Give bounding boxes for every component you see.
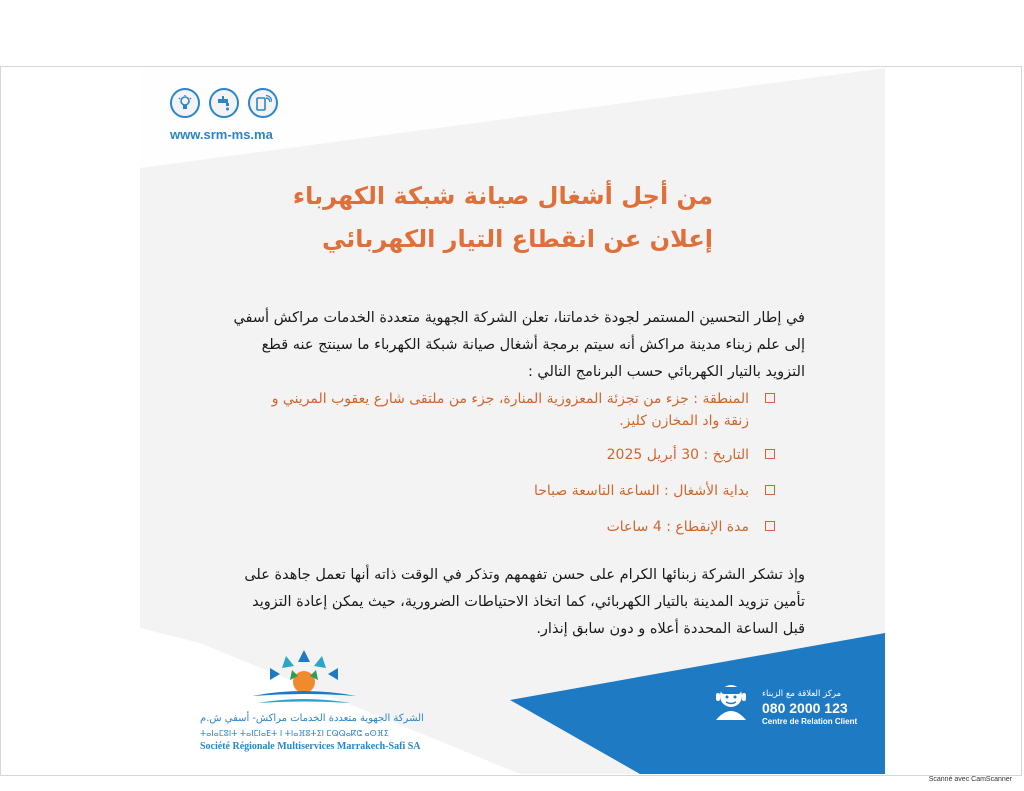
checkbox-bullet-icon xyxy=(765,521,775,531)
closing-paragraph xyxy=(165,562,805,643)
intro-line: إلى علم زبناء مدينة مراكش أنه سيتم برمجة أشغال صيانة شبكة الكهرباء ما سينتج عنه قطع xyxy=(261,337,805,353)
closing-line: وإذ تشكر الشركة زبنائها الكرام على حسن تفهمهم وتذكر في الوقت ذاته أنها تعمل جاهدة على xyxy=(244,567,805,583)
schedule-item-duration xyxy=(215,516,775,538)
closing-line: قبل الساعة المحددة أعلاه و دون سابق إنذار. xyxy=(536,621,805,637)
schedule-item-zone xyxy=(215,388,775,432)
schedule-item-start xyxy=(215,480,775,502)
checkbox-bullet-icon xyxy=(765,393,775,403)
checkbox-bullet-icon xyxy=(765,449,775,459)
phone-signal-icon xyxy=(248,88,278,118)
electricity-icon xyxy=(170,88,200,118)
company-name-tifinagh: ⵜⴰⵏⴰⵎⵓⵏⵜ ⵜⴰⵏⵎⵏⴰⴹⵜ ⵏ ⵜⵏⴰⴼⵓⵜⵉⵏ ⵎⵕⵕⴰⴽⵛ ⴰⵙⴼⵉ xyxy=(200,729,389,738)
srm-logo-icon xyxy=(248,648,360,710)
duration-text: مدة الإنقطاع : 4 ساعات xyxy=(606,519,749,535)
zone-text: زنقة واد المخازن كليز. xyxy=(619,413,749,429)
date-text: التاريخ : 30 أبريل 2025 xyxy=(606,447,749,463)
intro-line: في إطار التحسين المستمر لجودة خدماتنا، تعلن الشركة الجهوية متعددة الخدمات مراكش أسفي xyxy=(233,310,805,326)
website-link[interactable]: www.srm-ms.ma xyxy=(170,127,273,142)
announcement-card xyxy=(140,68,885,774)
service-icons xyxy=(170,88,278,118)
water-tap-icon xyxy=(209,88,239,118)
contact-phone-number[interactable]: 080 2000 123 xyxy=(762,700,848,716)
schedule-item-date xyxy=(215,444,775,466)
intro-line: التزويد بالتيار الكهربائي حسب البرنامج التالي : xyxy=(527,364,805,380)
company-name-arabic: الشركة الجهوية متعددة الخدمات مراكش- أسفي ش.م xyxy=(200,713,424,724)
closing-line: تأمين تزويد المدينة بالتيار الكهربائي، كما اتخاذ الاحتياطات الضرورية، حيث يمكن إعادة التزويد xyxy=(252,594,805,610)
announcement-subtitle: إعلان عن انقطاع التيار الكهربائي xyxy=(322,225,713,253)
announcement-title: من أجل أشغال صيانة شبكة الكهرباء xyxy=(292,182,713,210)
outage-schedule-list xyxy=(215,388,775,538)
checkbox-bullet-icon xyxy=(765,485,775,495)
start-text: بداية الأشغال : الساعة التاسعة صباحا xyxy=(533,483,749,499)
company-name-french: Société Régionale Multiservices Marrakech-Safi SA xyxy=(200,741,421,752)
contact-center-label-arabic: مركز العلاقة مع الزبناء xyxy=(762,689,842,699)
scanner-watermark: Scanné avec CamScanner xyxy=(928,776,1012,783)
zone-text: المنطقة : جزء من تجزئة المعزوزية المنارة، جزء من ملتقى شارع يعقوب المريني و xyxy=(271,391,749,407)
contact-center-label-french: Centre de Relation Client xyxy=(762,717,858,726)
customer-service-agent-icon xyxy=(708,676,754,722)
intro-paragraph xyxy=(165,305,805,386)
